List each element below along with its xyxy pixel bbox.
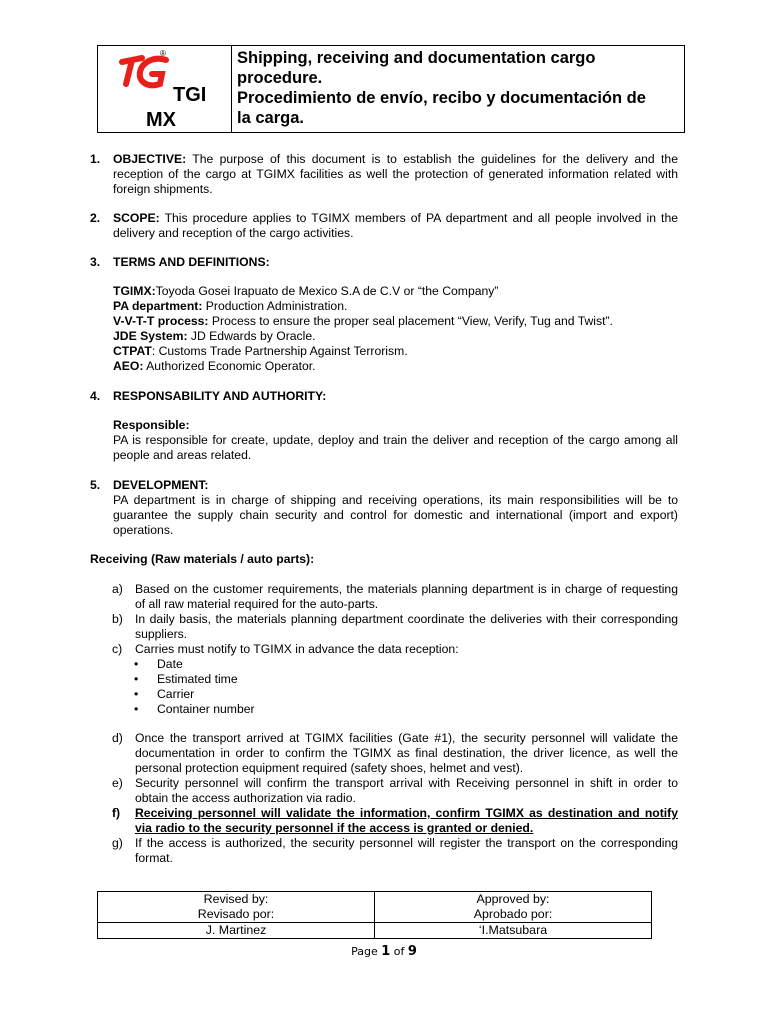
title-line: Shipping, receiving and documentation cargo — [237, 49, 596, 67]
bullet-text: Carrier — [157, 687, 195, 701]
section-label: DEVELOPMENT: — [113, 478, 209, 492]
subheading-responsible: Responsible: — [113, 418, 190, 432]
page-word: Page — [351, 945, 378, 958]
list-item — [90, 612, 678, 642]
definition-term: JDE System: — [113, 329, 188, 343]
list-item — [90, 731, 678, 776]
procedure-list-1 — [90, 582, 678, 717]
section-development — [90, 478, 678, 538]
list-item — [90, 836, 678, 866]
list-item — [90, 776, 678, 806]
section-label: RESPONSABILITY AND AUTHORITY: — [113, 389, 327, 403]
bullet-item — [90, 672, 678, 687]
list-label: a) — [112, 582, 123, 596]
bullet-text: Container number — [157, 702, 255, 716]
list-label: e) — [112, 776, 123, 790]
section-text: PA department is in charge of shipping and receiving operations, its main responsibilities will be to guarantee the supply chain security and control for domestic and international (import and export) operations. — [113, 493, 678, 537]
bullet-item — [90, 687, 678, 702]
bullet-icon: • — [134, 657, 139, 671]
definition-text: Process to ensure the proper seal placement “View, Verify, Tug and Twist”. — [208, 314, 613, 328]
list-text: Security personnel will confirm the transport arrival with Receiving personnel in shift in order to obtain the access authorization via radio. — [135, 776, 678, 805]
definition-text: Toyoda Gosei Irapuato de Mexico S.A de C.V or “the Company” — [155, 284, 499, 298]
definition-term: PA department: — [113, 299, 203, 313]
definition-text: Authorized Economic Operator. — [143, 359, 316, 373]
section-label: SCOPE: — [113, 211, 160, 225]
approved-name: ‘I.Matsubara — [375, 923, 652, 939]
approved-label-es: Aprobado por: — [473, 907, 553, 921]
page-of: of — [393, 945, 405, 958]
definition-term: CTPAT — [113, 344, 152, 358]
page-total: 9 — [407, 944, 417, 959]
title-line: la carga. — [237, 109, 304, 127]
list-label: g) — [112, 836, 123, 850]
page-number — [0, 944, 768, 959]
document-body — [90, 152, 678, 866]
logo-text-tgi: TGI — [173, 84, 207, 106]
definition-item — [113, 344, 678, 359]
bullet-icon: • — [134, 687, 139, 701]
page-current: 1 — [381, 944, 391, 959]
section-label: OBJECTIVE: — [113, 152, 187, 166]
registered-mark: ® — [160, 49, 166, 58]
definition-item — [113, 299, 678, 314]
definition-term: V-V-T-T process: — [113, 314, 209, 328]
title-line: procedure. — [237, 69, 323, 87]
list-label: f) — [112, 806, 121, 820]
tg-logo-icon — [116, 52, 172, 92]
revised-cell — [98, 892, 375, 923]
header-table — [97, 45, 685, 133]
definition-text: Production Administration. — [202, 299, 348, 313]
section-terms — [90, 255, 678, 270]
section-objective — [90, 152, 678, 197]
definition-text: JD Edwards by Oracle. — [187, 329, 316, 343]
list-text: Receiving personnel will validate the information, confirm TGIMX as destination and notify via radio to the security personnel if the access is granted or denied. — [135, 806, 678, 835]
definition-term: AEO: — [113, 359, 144, 373]
list-text: Based on the customer requirements, the materials planning department is in charge of requesting of all raw material required for the auto-parts. — [135, 582, 678, 611]
section-label: TERMS AND DEFINITIONS: — [113, 255, 270, 269]
receiving-heading: Receiving (Raw materials / auto parts): — [90, 552, 315, 566]
bullet-item — [90, 657, 678, 672]
approved-cell — [375, 892, 652, 923]
list-label: b) — [112, 612, 123, 626]
list-item — [90, 582, 678, 612]
section-number: 2. — [90, 211, 101, 225]
signature-table — [97, 891, 652, 939]
definition-item — [113, 329, 678, 344]
definition-term: TGIMX: — [113, 284, 156, 298]
definition-item — [113, 359, 678, 374]
company-logo — [98, 46, 232, 132]
section-text: The purpose of this document is to establish the guidelines for the delivery and the reception of the cargo at TGIMX facilities as well the protection of generated information related with foreign shipments. — [113, 152, 678, 196]
section-scope — [90, 211, 678, 241]
section-responsibility — [90, 389, 678, 463]
list-text: If the access is authorized, the security personnel will register the transport on the corresponding format. — [135, 836, 678, 865]
title-line: Procedimiento de envío, recibo y documentación de — [237, 89, 646, 107]
definition-text: : Customs Trade Partnership Against Terrorism. — [151, 344, 408, 358]
definition-item — [113, 314, 678, 329]
list-item — [90, 642, 678, 657]
section-number: 4. — [90, 389, 101, 403]
revised-name: J. Martinez — [98, 923, 375, 939]
logo-text-mx: MX — [146, 109, 176, 131]
list-text: Once the transport arrived at TGIMX facilities (Gate #1), the security personnel will validate the documentation in order to confirm the TGIMX as final destination, the driver licence, as well the personal protection equipment required (safety shoes, helmet and vest). — [135, 731, 678, 775]
section-number: 5. — [90, 478, 101, 492]
list-label: d) — [112, 731, 123, 745]
definition-item — [113, 284, 678, 299]
section-text: PA is responsible for create, update, deploy and train the deliver and reception of the cargo among all people and areas related. — [113, 433, 678, 462]
revised-label-en: Revised by: — [203, 892, 269, 906]
document-title — [232, 46, 684, 132]
procedure-list-2 — [90, 731, 678, 866]
section-number: 3. — [90, 255, 101, 269]
list-text: In daily basis, the materials planning department coordinate the deliveries with their corresponding suppliers. — [135, 612, 678, 641]
bullet-icon: • — [134, 702, 139, 716]
revised-label-es: Revisado por: — [197, 907, 275, 921]
definitions-list — [90, 284, 678, 374]
approved-label-en: Approved by: — [476, 892, 550, 906]
list-text: Carries must notify to TGIMX in advance the data reception: — [135, 642, 459, 656]
bullet-icon: • — [134, 672, 139, 686]
section-number: 1. — [90, 152, 101, 166]
bullet-text: Date — [157, 657, 183, 671]
bullet-text: Estimated time — [157, 672, 238, 686]
section-text: This procedure applies to TGIMX members of PA department and all people involved in the delivery and reception of the cargo activities. — [113, 211, 678, 240]
list-label: c) — [112, 642, 123, 656]
bullet-item — [90, 702, 678, 717]
list-item-emphasized — [90, 806, 678, 836]
